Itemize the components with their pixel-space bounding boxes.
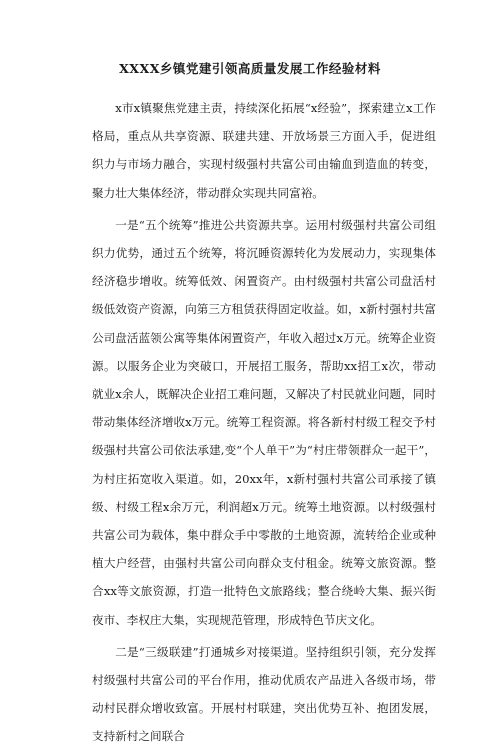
paragraph-five-coordinations: 一是“五个统筹”推进公共资源共享。运用村级强村共富公司组织力优势，通过五个统筹，将沉睡资源转化为发展动力，实现集体经济稳步增收。统筹低效、闲置资产。由村级强村共富公司盘活村级低效资产资源，向第三方租赁获得固定收益。如，x新村强村共富公司盘活蓝领公寓等集体闲置资产，年收入超过x万元。统筹企业资源。以服务企业为突破口，开展招工服务，帮助xx招工x次，带动就业x余人，既解决企业招工难问题，又解决了村民就业问题，同时带动集体经济增收x万元。统筹工程资源。将各新村村级工程交予村级强村共富公司依法承建,变“个人单干”为“村庄带领群众一起干”，为村庄拓宽收入渠道。如，20xx年，x新村强村共富公司承接了镇级、村级工程x余万元，利润超x万元。统筹土地资源。以村级强村共富公司为载体，集中群众手中零散的土地资源，流转给企业或种植大户经营，由强村共富公司向群众支付租金。统筹文旅资源。整合xx等文旅资源，打造一批特色文旅路线；整合绕岭大集、振兴街夜市、李权庄大集，实现规范管理，形成特色节庆文化。 — [92, 217, 436, 627]
document-title: XXXX乡镇党建引领高质量发展工作经验材料 — [119, 61, 381, 76]
paragraph-three-level-joint: 二是“三级联建”打通城乡对接渠道。坚持组织引领，充分发挥村级强村共富公司的平台作用，推动优质农产品进入各级市场，带动村民群众增收致富。开展村村联建，突出优势互补、抱团发展，支持新村之间联合 — [92, 644, 436, 744]
paragraph-intro: x市x镇聚焦党建主责，持续深化拓展“x经验”，探索建立x工作格局，重点从共享资源、联建共建、开放场景三方面入手，促进组织力与市场力融合，实现村级强村共富公司由输血到造血的转变，聚力壮大集体经济，带动群众实现共同富裕。 — [92, 101, 436, 200]
